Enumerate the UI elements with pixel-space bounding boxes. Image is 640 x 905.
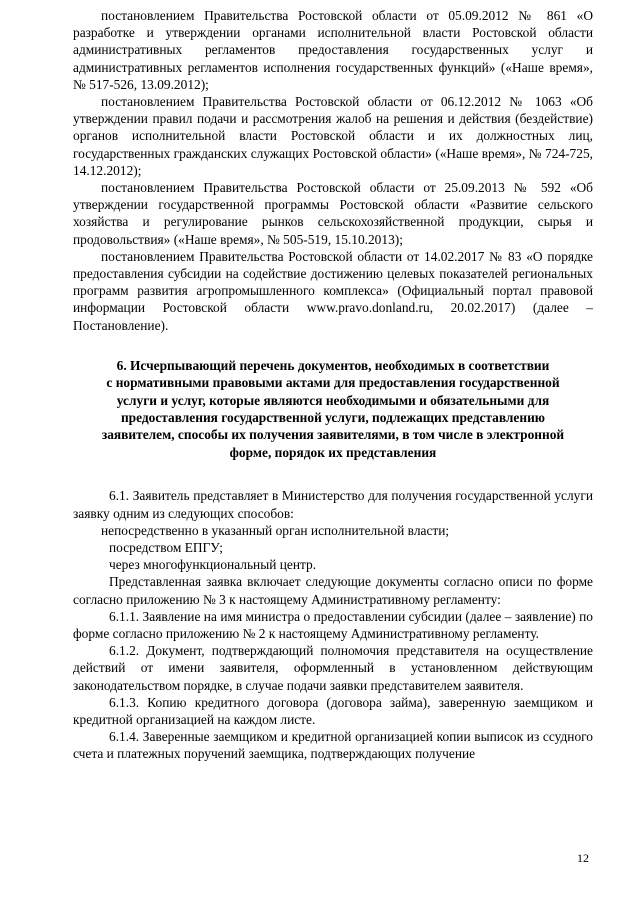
way-item: посредством ЕПГУ; (109, 539, 223, 555)
paragraph-6-1-4: 6.1.4. Заверенные заемщиком и кредитной организацией копии выписок из ссудного счета и платежных поручений заемщика, подтверждающих получение (73, 729, 593, 762)
paragraph-6-1-3: 6.1.3. Копию кредитного договора (договора займа), заверенную заемщиком и кредитной организацией на каждом листе. (73, 694, 593, 727)
paragraph-resolution-861: постановлением Правительства Ростовской области от 05.09.2012 № 861 «О разработке и утверждении органами исполнительной власти Ростовской области административных регламентов предоставления государственных услуг и административных регламентов исполнения государственных функций» («Наше время», № 517-526, 13.09.2012); (73, 8, 593, 92)
paragraph-resolution-1063: постановлением Правительства Ростовской области от 06.12.2012 № 1063 «Об утверждении правил подачи и рассмотрения жалоб на решения и действия (бездействие) органов исполнительной власти Ростовской области и их должностных лиц, государственных гражданских служащих Ростовской области» («Наше время», № 724-725, 14.12.2012); (73, 94, 593, 178)
paragraph-6-1-1: 6.1.1. Заявление на имя министра о предоставлении субсидии (далее – заявление) по форме согласно приложению № 2 к настоящему Административному регламенту. (73, 608, 593, 641)
heading-line: 6. Исчерпывающий перечень документов, необходимых в соответствии (116, 357, 550, 373)
way-item: непосредственно в указанный орган исполнительной власти; (101, 522, 450, 538)
heading-line: заявителем, способы их получения заявителями, в том числе в электронной (101, 427, 565, 443)
paragraph-resolution-83: постановлением Правительства Ростовской области от 14.02.2017 № 83 «О порядке предоставления субсидии на содействие достижению целевых показателей региональных программ развития агропромышленного комплекса» (Официальный портал правовой информации Ростовской области www.pravo.donland.ru, 20.02.2017) (далее – Постановление). (73, 248, 593, 333)
paragraph-6-1: 6.1. Заявитель представляет в Министерство для получения государственной услуги заявку одним из следующих способов: (73, 488, 593, 521)
paragraph-documents: Представленная заявка включает следующие документы согласно описи по форме согласно приложению № 3 к настоящему Административному регламенту: (73, 574, 593, 607)
page-content (73, 7, 593, 763)
section-6-heading (73, 357, 593, 461)
heading-line: услуги и услуг, которые являются необходимыми и обязательными для (116, 392, 550, 408)
heading-line: предоставления государственной услуги, подлежащих представлению (120, 410, 546, 426)
page-number: 12 (577, 851, 589, 865)
paragraph-resolution-592: постановлением Правительства Ростовской области от 25.09.2013 № 592 «Об утверждении государственной программы Ростовской области «Развитие сельского хозяйства и регулирование рынков сельскохозяйственной продукции, сырья и продовольствия» («Наше время», № 505-519, 15.10.2013); (73, 180, 593, 247)
heading-line: форме, порядок их представления (229, 444, 437, 460)
way-item: через многофункциональный центр. (109, 557, 317, 573)
heading-line: с нормативными правовыми актами для предоставления государственной (106, 375, 560, 391)
paragraph-6-1-2: 6.1.2. Документ, подтверждающий полномочия представителя на осуществление действий от имени заявителя, оформленный в установленном действующим законодательством порядке, в случае подачи заявки представителем заявителя. (73, 643, 593, 693)
